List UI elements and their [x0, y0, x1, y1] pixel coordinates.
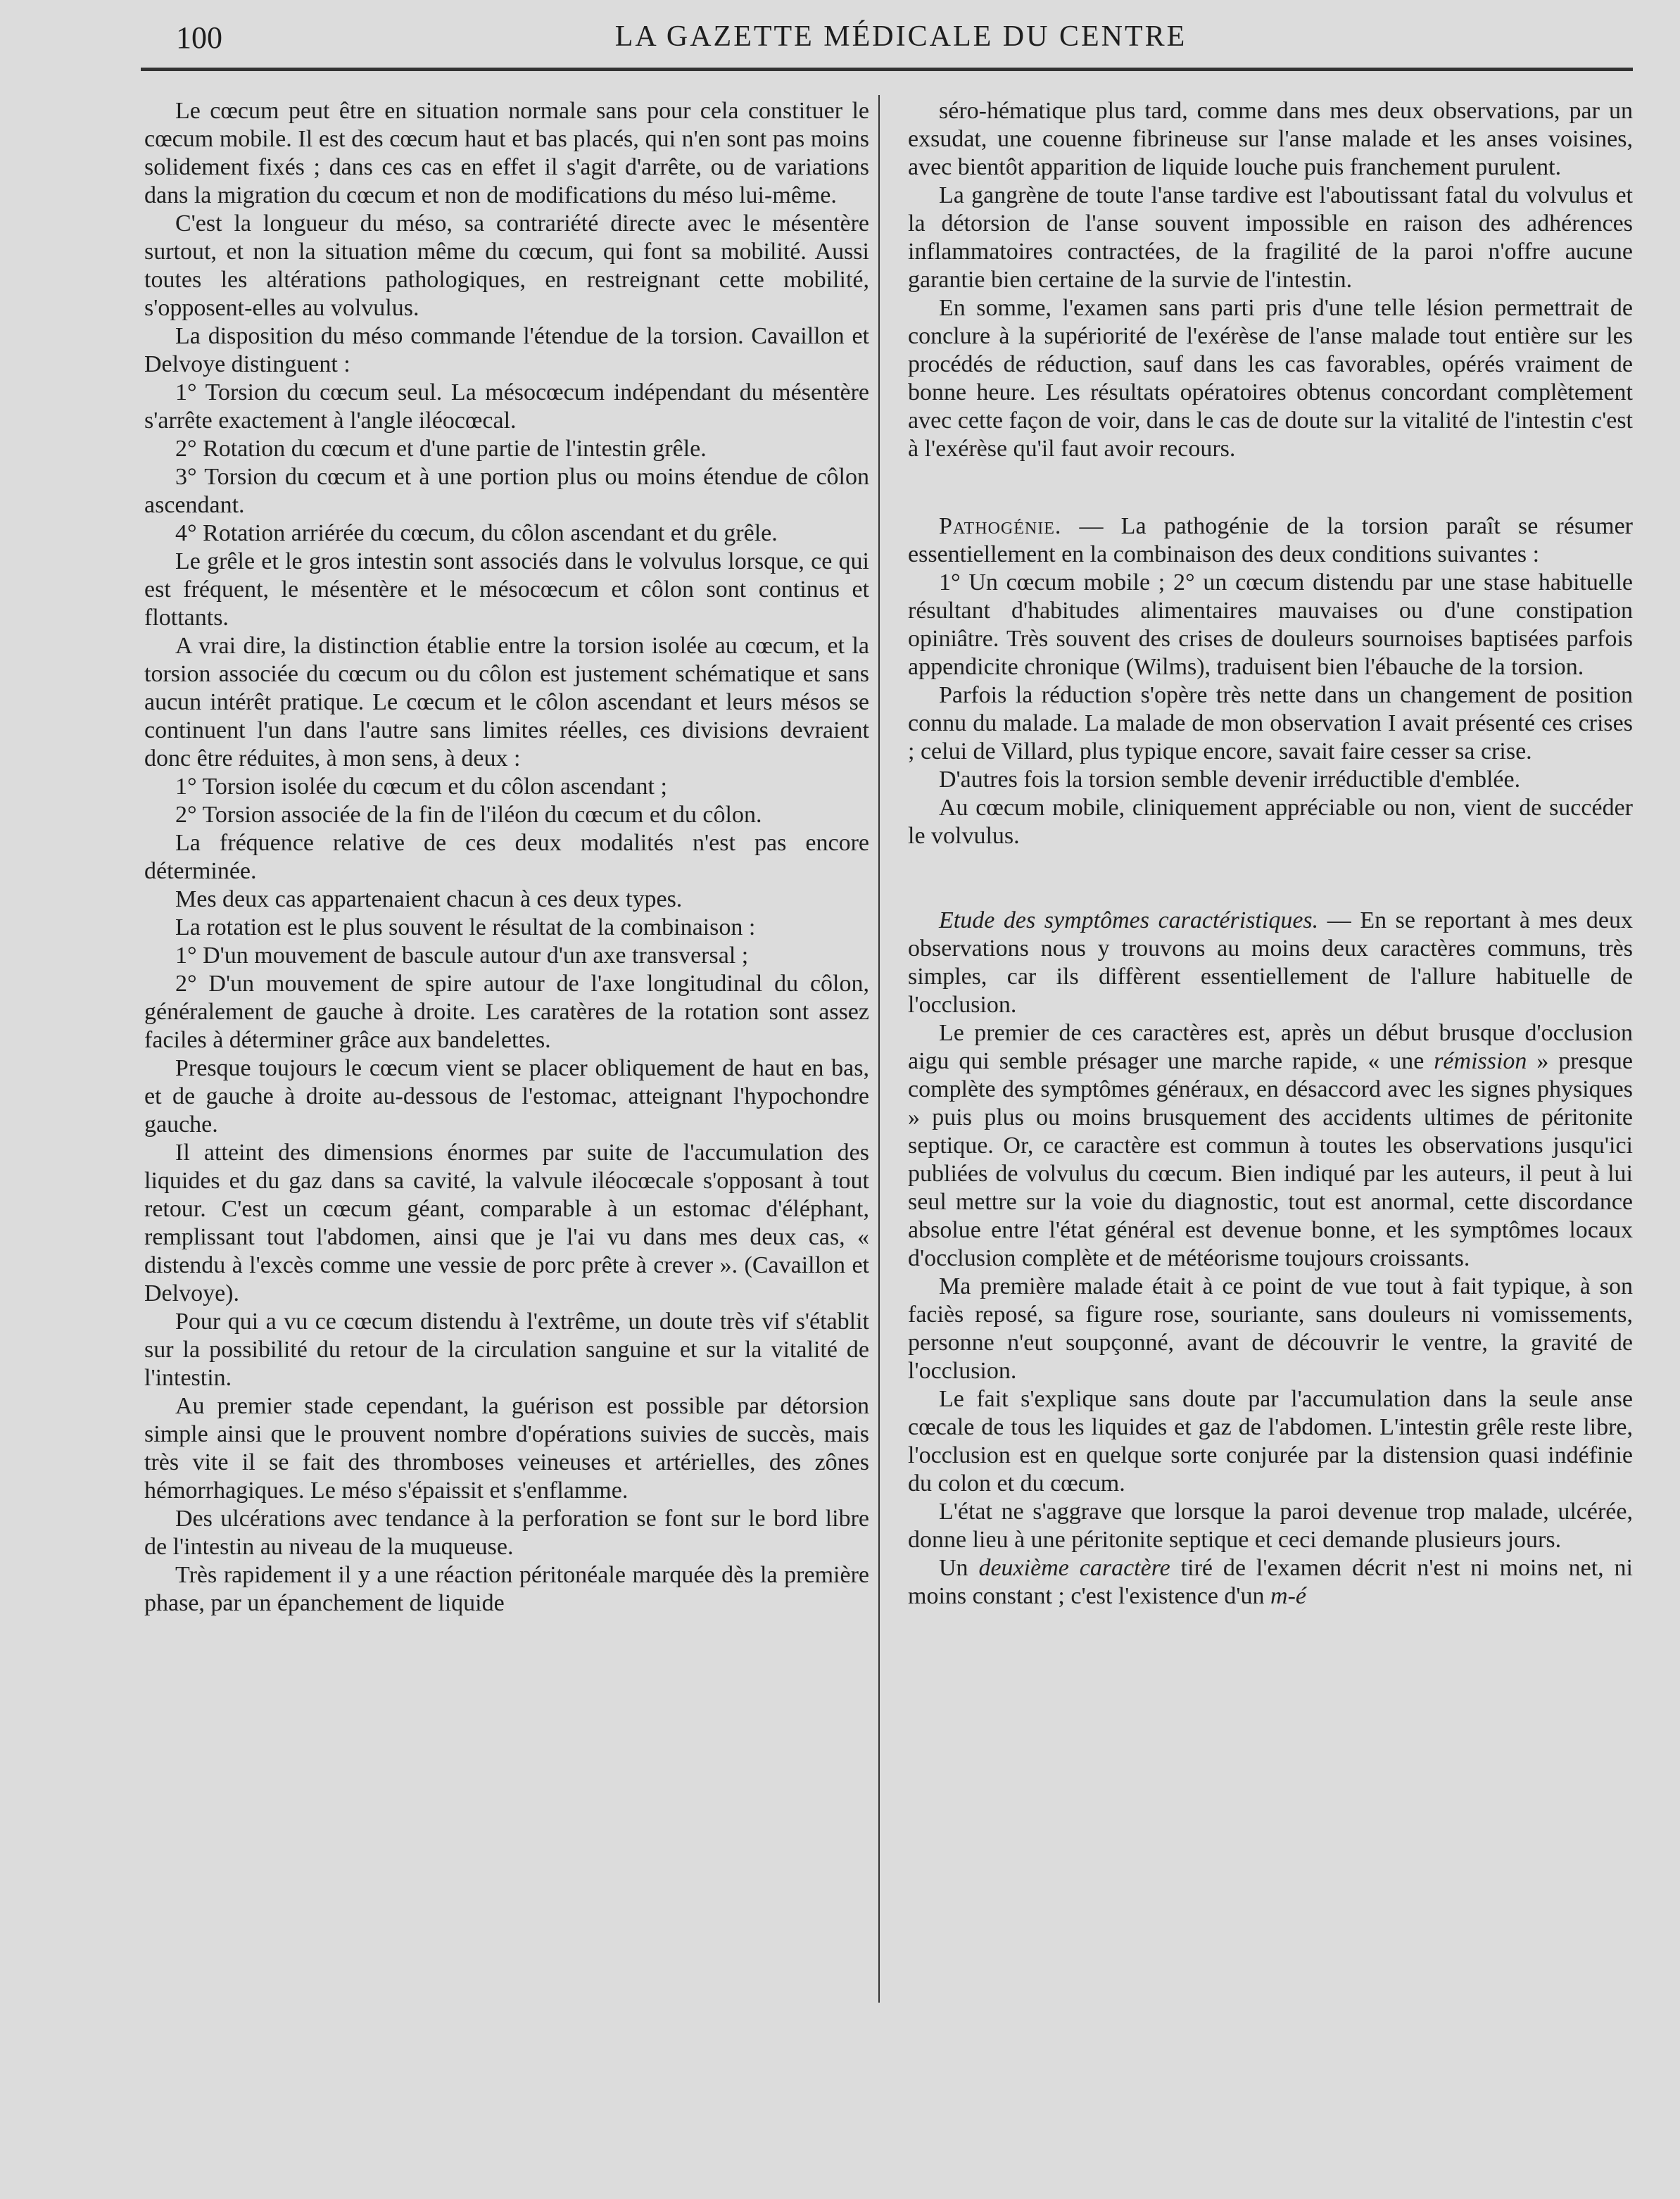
deuxieme-emphasis: deuxième caractère	[978, 1555, 1170, 1581]
header-rule	[141, 68, 1633, 71]
paragraph: La disposition du méso commande l'étendue de la torsion. Cavaillon et Delvoye distinguent :	[144, 323, 869, 377]
premier-caractere-paragraph	[908, 1019, 1633, 1273]
symptomes-text: — En se reportant à mes deux observations nous y trouvons au moins deux caractères communs, très simples, car ils diffèrent essentiellement de l'allure habituelle de l'occlusion.	[908, 907, 1633, 1018]
deuxieme-end: m-é	[1270, 1583, 1307, 1609]
paragraph: Au cœcum mobile, cliniquement appréciable ou non, vient de succéder le volvulus.	[908, 795, 1633, 849]
paragraph: L'état ne s'aggrave que lorsque la paroi devenue trop malade, ulcérée, donne lieu à une péritonite septique et ceci demande plusieurs jours.	[908, 1499, 1633, 1553]
paragraph: 3° Torsion du cœcum et à une portion plus ou moins étendue de côlon ascendant.	[144, 464, 869, 518]
paragraph: La gangrène de toute l'anse tardive est l'aboutissant fatal du volvulus et la détorsion de l'anse souvent impossible en raison des adhérences inflammatoires contractées, de la fragilité de la paroi n'offre aucune garantie bien certaine de la survie de l'intestin.	[908, 182, 1633, 293]
paragraph: En somme, l'examen sans parti pris d'une telle lésion permettrait de conclure à la supériorité de l'exérèse de l'anse malade tout entière sur les procédés de réduction, sauf dans les cas favorables, opérés vraiment de bonne heure. Les résultats opératoires obtenus concordant complètement avec cette façon de voir, dans le cas de doute sur la vitalité de l'intestin c'est à l'exérèse qu'il faut avoir recours.	[908, 295, 1633, 462]
paragraph: Pour qui a vu ce cœcum distendu à l'extrême, un doute très vif s'établit sur la possibilité du retour de la circulation sanguine et sur la vitalité de l'intestin.	[144, 1309, 869, 1391]
paragraph: Parfois la réduction s'opère très nette dans un changement de position connu du malade. La malade de mon observation I avait présenté ces crises ; celui de Villard, plus typique encore, savait faire cesser sa crise.	[908, 682, 1633, 764]
paragraph: La rotation est le plus souvent le résultat de la combinaison :	[175, 914, 756, 940]
paragraph: séro-hématique plus tard, comme dans mes deux observations, par un exsudat, une couenne fibrineuse sur l'anse malade et les anses voisines, avec bientôt apparition de liquide louche puis franchement purulent.	[908, 98, 1633, 180]
paragraph: Au premier stade cependant, la guérison est possible par détorsion simple ainsi que le prouvent nombre d'opérations suivies de succès, mais très vite il se fait des thromboses veineuses et artérielles, des zônes hémorrhagiques. Le méso s'épaissit et s'enflamme.	[144, 1393, 869, 1504]
paragraph: Très rapidement il y a une réaction péritonéale marquée dès la première phase, par un épanchement de liquide	[144, 1562, 869, 1616]
deuxieme-text-b: tiré de l'examen décrit n'est ni moins net, ni moins constant ; c'est l'existence d'un	[908, 1555, 1633, 1609]
symptomes-paragraph	[908, 907, 1633, 1019]
deuxieme-text-a: Un	[939, 1555, 979, 1581]
paragraph: Presque toujours le cœcum vient se placer obliquement de haut en bas, et de gauche à droite au-dessous de l'estomac, atteignant l'hypochondre gauche.	[144, 1055, 869, 1138]
paragraph: C'est la longueur du méso, sa contrariété directe avec le mésentère surtout, et non la situation même du cœcum, qui font sa mobilité. Aussi toutes les altérations pathologiques, en restreignant cette mobilité, s'opposent-elles au volvulus.	[144, 210, 869, 321]
right-end-paragraphs	[908, 1273, 1633, 1554]
column-divider	[878, 95, 880, 2003]
paragraph: Des ulcérations avec tendance à la perforation se font sur le bord libre de l'intestin au niveau de la muqueuse.	[144, 1506, 869, 1560]
page-header	[176, 20, 1626, 62]
premier-text-b: » presque complète des symptômes généraux, en désaccord avec les signes physiques » puis plus ou moins brusquement des accidents ultimes de péritonite septique. Or, ce caractère est commun à toutes les observations jusqu'ici publiées de volvulus du cœcum. Bien indiqué par les auteurs, il peut à lui seul mettre sur la voie du diagnostic, tout est anormal, cette discordance absolue entre l'état général est devenue bonne, et les symptômes locaux d'occlusion complète et de météorisme toujours croissants.	[908, 1048, 1633, 1271]
paragraph: 2° Torsion associée de la fin de l'iléon du cœcum et du côlon.	[175, 802, 762, 828]
paragraph: 2° Rotation du cœcum et d'une partie de l'intestin grêle.	[175, 436, 707, 462]
paragraph: A vrai dire, la distinction établie entre la torsion isolée au cœcum, et la torsion associée du cœcum ou du côlon est justement schématique et sans aucun intérêt pratique. Le cœcum et le côlon ascendant et leurs mésos se continuent l'un dans l'autre sans limites réelles, ces divisions devraient donc être réduites, à mon sens, à deux :	[144, 633, 869, 771]
right-column	[908, 97, 1633, 1611]
paragraph: Il atteint des dimensions énormes par suite de l'accumulation des liquides et du gaz dans sa cavité, la valvule iléocœcale s'opposant à tout retour. C'est un cœcum géant, comparable à un estomac d'éléphant, remplissant tout l'abdomen, ainsi que je l'ai vu dans mes deux cas, « distendu à l'excès comme une vessie de porc prête à crever ». (Cavaillon et Delvoye).	[144, 1140, 869, 1306]
paragraph: 1° Torsion du cœcum seul. La mésocœcum indépendant du mésentère s'arrête exactement à l'angle iléocœcal.	[144, 379, 869, 434]
paragraph: 1° Torsion isolée du cœcum et du côlon ascendant ;	[175, 774, 667, 800]
left-column	[144, 97, 869, 1618]
pathogenie-text: — La pathogénie de la torsion paraît se résumer essentiellement en la combinaison des deux conditions suivantes :	[908, 513, 1633, 567]
paragraph: 4° Rotation arriérée du cœcum, du côlon ascendant et du grêle.	[175, 520, 778, 546]
paragraph: Le cœcum peut être en situation normale sans pour cela constituer le cœcum mobile. Il est des cœcum haut et bas placés, qui n'en sont pas moins solidement fixés ; dans ces cas en effet il s'agit d'arrête, ou de variations dans la migration du cœcum et non de modifications du méso lui-même.	[144, 98, 869, 208]
paragraph: Mes deux cas appartenaient chacun à ces deux types.	[175, 886, 683, 912]
paragraph: La fréquence relative de ces deux modalités n'est pas encore déterminée.	[144, 830, 869, 884]
right-top-paragraphs	[908, 97, 1633, 463]
journal-title: LA GAZETTE MÉDICALE DU CENTRE	[614, 20, 1187, 53]
paragraph: Ma première malade était à ce point de vue tout à fait typique, à son faciès reposé, sa figure rose, souriante, sans douleurs ni vomissements, personne n'eut soupçonné, avant de découvrir le ventre, la gravité de l'occlusion.	[908, 1273, 1633, 1384]
paragraph: 1° Un cœcum mobile ; 2° un cœcum distendu par une stase habituelle résultant d'habitudes alimentaires mauvaises ou d'une constipation opiniâtre. Très souvent des crises de douleurs sournoises baptisées parfois appendicite chronique (Wilms), traduisent bien l'ébauche de la torsion.	[908, 569, 1633, 680]
paragraph: Le grêle et le gros intestin sont associés dans le volvulus lorsque, ce qui est fréquent, le mésentère et le mésocœcum et côlon sont continus et flottants.	[144, 548, 869, 631]
page-number: 100	[176, 20, 222, 55]
right-mid-paragraphs	[908, 569, 1633, 850]
deuxieme-caractere-paragraph	[908, 1554, 1633, 1611]
pathogenie-heading: Pathogénie.	[939, 513, 1062, 539]
pathogenie-paragraph	[908, 512, 1633, 569]
paragraph: 2° D'un mouvement de spire autour de l'axe longitudinal du côlon, généralement de gauche à droite. Les caratères de la rotation sont assez faciles à déterminer grâce aux bandelettes.	[144, 971, 869, 1053]
remission-emphasis: rémission	[1434, 1048, 1527, 1074]
paragraph: D'autres fois la torsion semble devenir irréductible d'emblée.	[939, 767, 1521, 793]
premier-text-a: Le premier de ces caractères est, après un début brusque d'occlusion aigu qui semble présager une marche rapide, « une	[908, 1020, 1633, 1074]
paragraph: Le fait s'explique sans doute par l'accumulation dans la seule anse cœcale de tous les liquides et gaz de l'abdomen. L'intestin grêle reste libre, l'occlusion est en quelque sorte conjurée par la distension quasi indéfinie du colon et du cœcum.	[908, 1386, 1633, 1497]
symptomes-heading: Etude des symptômes caractéristiques.	[939, 907, 1319, 933]
paragraph: 1° D'un mouvement de bascule autour d'un axe transversal ;	[175, 943, 749, 969]
